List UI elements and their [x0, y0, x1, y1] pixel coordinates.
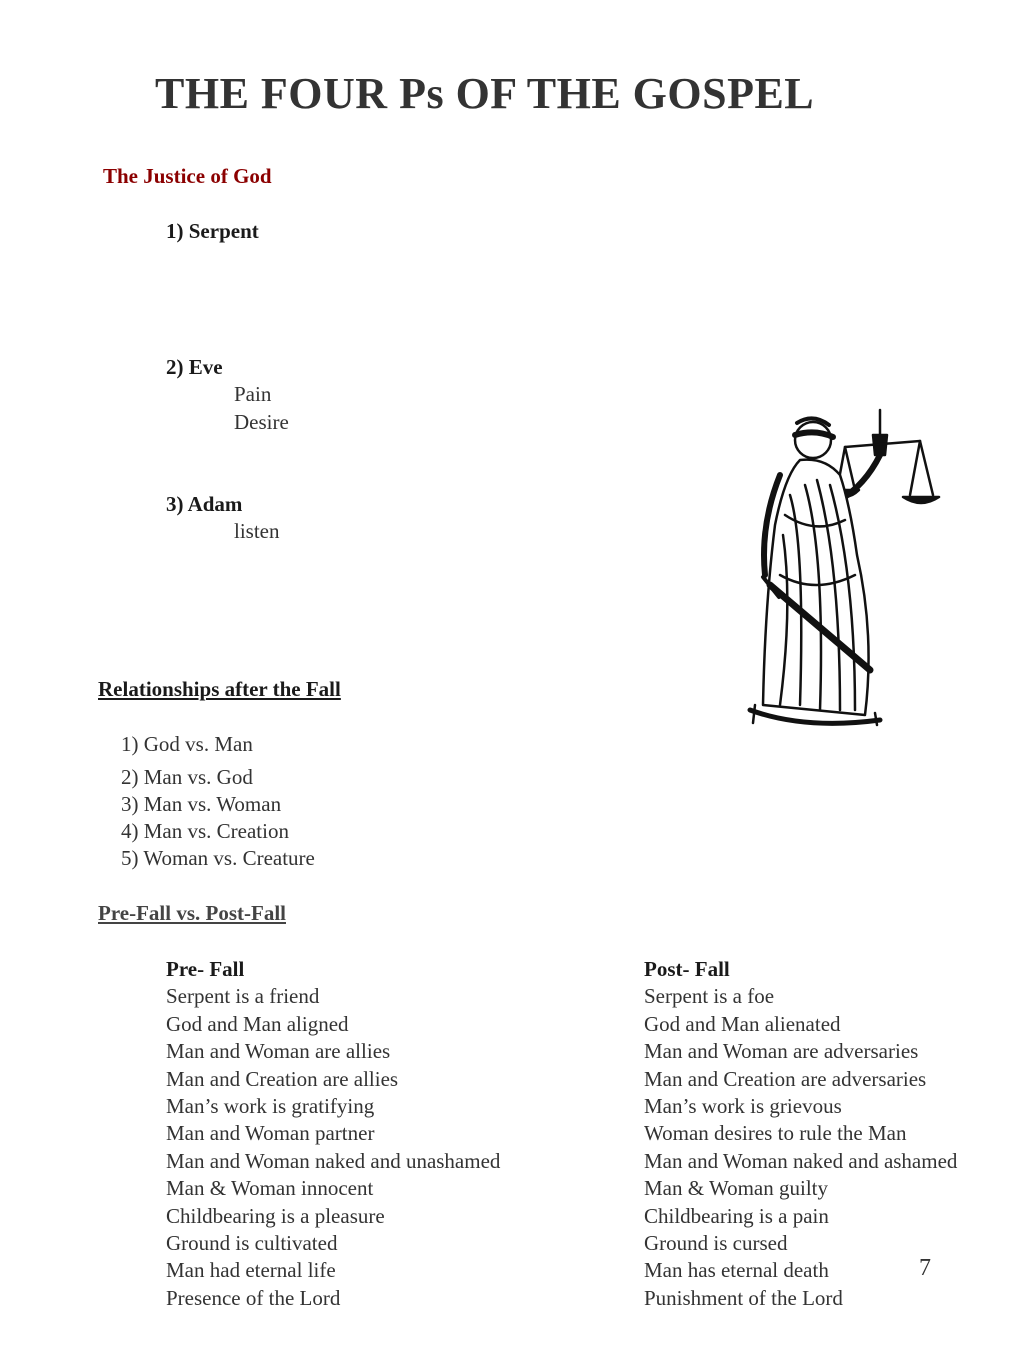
post-fall-item: Ground is cursed: [644, 1231, 788, 1256]
post-fall-item: Punishment of the Lord: [644, 1285, 843, 1310]
pre-fall-item: Man’s work is gratifying: [166, 1094, 375, 1119]
pre-fall-item: Man had eternal life: [166, 1258, 336, 1283]
post-fall-item: Man and Creation are adversaries: [644, 1066, 927, 1091]
relationship-item: 4) Man vs. Creation: [121, 819, 289, 843]
pre-fall-item: Ground is cultivated: [166, 1231, 338, 1256]
relationship-item: 5) Woman vs. Creature: [121, 846, 315, 870]
page-title: THE FOUR Ps OF THE GOSPEL: [155, 69, 815, 118]
relationships-heading: Relationships after the Fall: [98, 677, 341, 701]
post-fall-item: Childbearing is a pain: [644, 1203, 829, 1228]
eve-sub-pain: Pain: [234, 382, 272, 406]
post-fall-item: Man has eternal death: [644, 1258, 829, 1283]
post-fall-item: Man and Woman are adversaries: [644, 1039, 919, 1064]
pre-fall-column: [166, 956, 500, 1312]
eve-sub-desire: Desire: [234, 410, 289, 434]
adam-sub-listen: listen: [234, 519, 280, 543]
pre-fall-item: Man and Creation are allies: [166, 1066, 399, 1091]
post-fall-item: Man & Woman guilty: [644, 1176, 828, 1201]
pre-fall-item: Man and Woman partner: [166, 1121, 375, 1146]
pre-fall-item: Serpent is a friend: [166, 984, 320, 1009]
item-adam: 3) Adam: [166, 492, 243, 516]
pre-fall-item: Childbearing is a pleasure: [166, 1203, 385, 1228]
relationship-item: 2) Man vs. God: [121, 765, 253, 789]
item-eve: 2) Eve: [166, 355, 223, 379]
page-number: 7: [919, 1255, 931, 1281]
item-serpent: 1) Serpent: [166, 219, 259, 243]
pre-fall-item: Man & Woman innocent: [166, 1176, 374, 1201]
post-fall-item: Man and Woman naked and ashamed: [644, 1148, 958, 1173]
pre-fall-item: Presence of the Lord: [166, 1285, 341, 1310]
relationship-item: 3) Man vs. Woman: [121, 792, 282, 816]
justice-heading: The Justice of God: [103, 164, 272, 188]
pre-fall-item: Man and Woman are allies: [166, 1039, 391, 1064]
pre-fall-item: Man and Woman naked and unashamed: [166, 1148, 501, 1173]
post-fall-item: Serpent is a foe: [644, 984, 775, 1009]
post-fall-item: God and Man alienated: [644, 1011, 841, 1036]
post-fall-item: Woman desires to rule the Man: [644, 1121, 907, 1146]
post-fall-column: [644, 956, 957, 1312]
post-fall-heading: Post- Fall: [644, 957, 730, 981]
lady-justice-illustration: [745, 405, 945, 730]
post-fall-item: Man’s work is grievous: [644, 1094, 842, 1119]
relationship-item: 1) God vs. Man: [121, 732, 253, 756]
comparison-heading: Pre-Fall vs. Post-Fall: [98, 901, 286, 925]
pre-fall-item: God and Man aligned: [166, 1011, 349, 1036]
pre-fall-heading: Pre- Fall: [166, 957, 245, 981]
lady-justice-icon: [745, 405, 945, 730]
